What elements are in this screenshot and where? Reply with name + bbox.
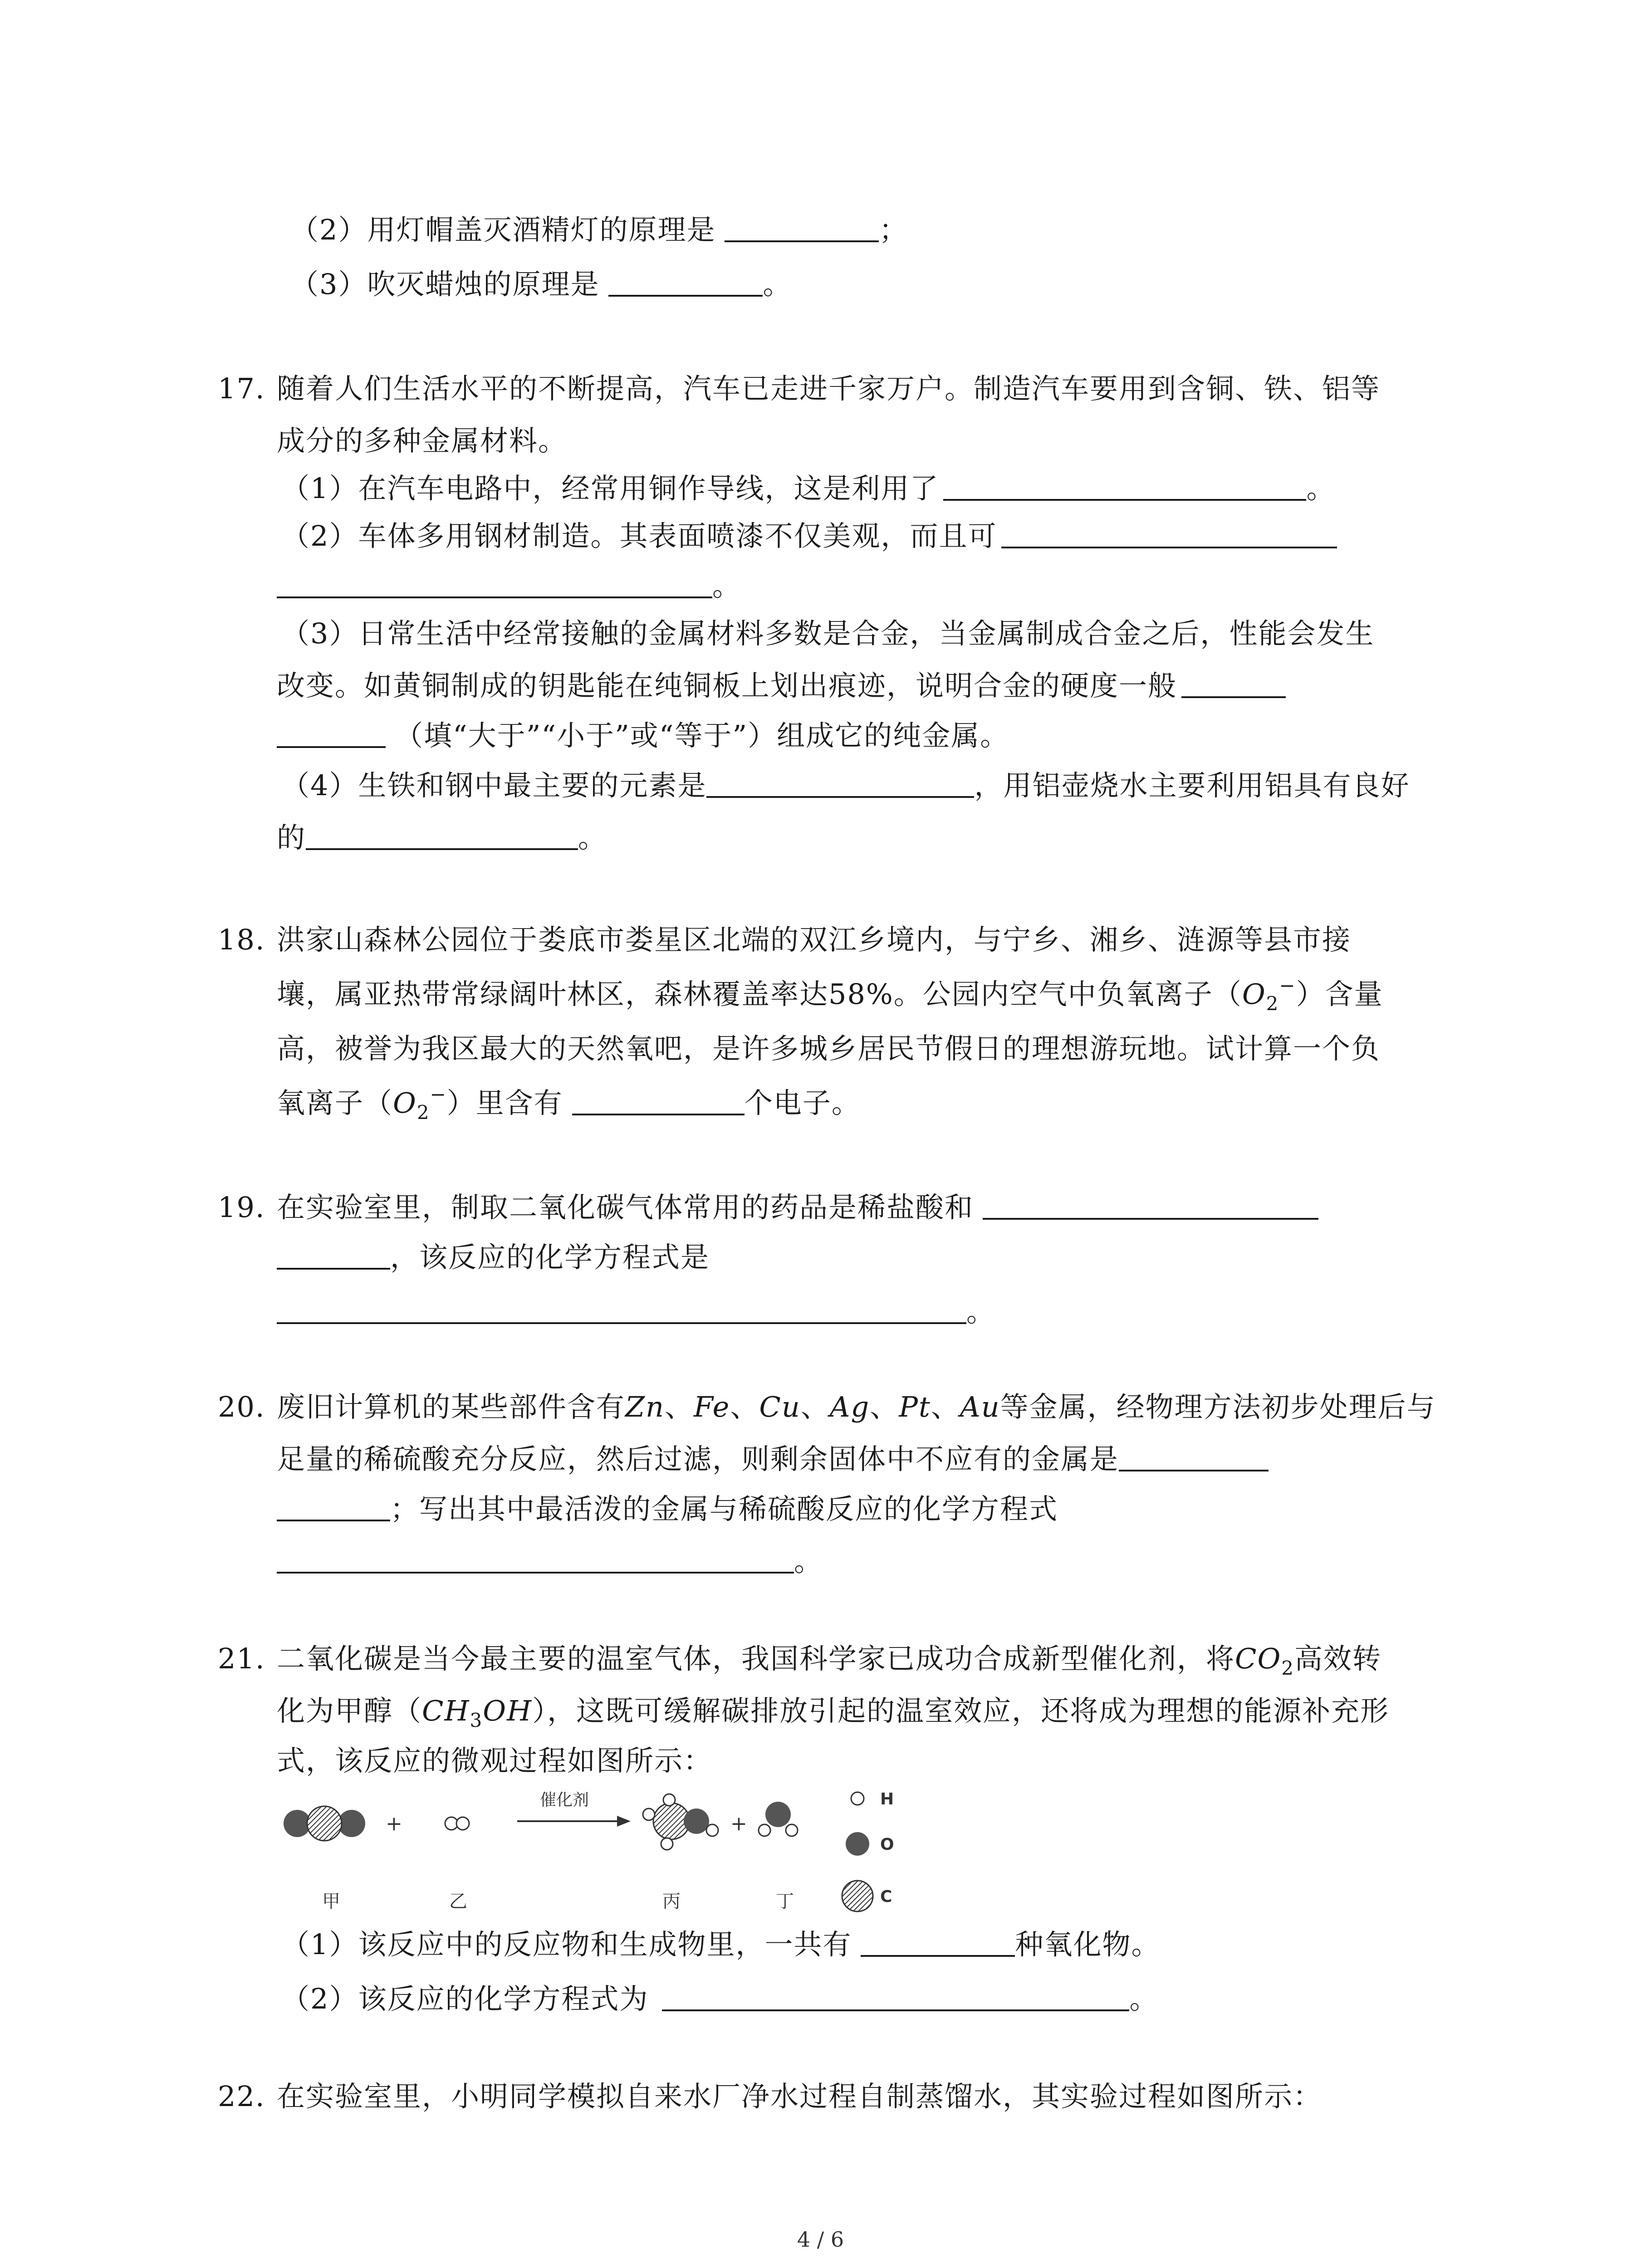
q20-number: 20. — [218, 1390, 265, 1423]
q17-sub2-blank-b[interactable] — [277, 568, 712, 598]
q17-sub2-end: 。 — [712, 569, 742, 602]
q19-number: 19. — [218, 1191, 265, 1224]
q21-text1a: 二氧化碳是当今最主要的温室气体，我国科学家已成功合成新型催化剂，将 — [277, 1642, 1235, 1675]
q21-text1b: 高效转 — [1294, 1642, 1382, 1675]
label-jia: 甲 — [322, 1891, 340, 1912]
q19-blank-a[interactable] — [983, 1190, 1318, 1220]
q21-sub1-text: （1）该反应中的反应物和生成物里，一共有 — [281, 1928, 852, 1961]
q18-ion-o-2: O — [393, 1086, 417, 1119]
q20-blank-a[interactable] — [1119, 1442, 1269, 1471]
q17-sub3-a: （3）日常生活中经常接触的金属材料多数是合金，当金属制成合金之后，性能会发生 — [281, 617, 1375, 650]
q21-co2: CO — [1235, 1642, 1282, 1675]
q19-blank-c[interactable] — [277, 1294, 966, 1324]
q16-sub3-end: 。 — [763, 268, 792, 301]
q21-sub1-blank[interactable] — [861, 1927, 1015, 1957]
q20-metal-cu: Cu — [759, 1390, 801, 1423]
q20-line2 — [277, 1440, 1269, 1478]
q18-ion-sub-2: 2 — [416, 1101, 430, 1124]
legend-o-label: O — [880, 1835, 894, 1854]
legend-o-icon — [846, 1832, 869, 1856]
reaction-diagram-svg — [272, 1778, 953, 1923]
q20-line4 — [277, 1542, 823, 1580]
h-atom-icon — [661, 1838, 673, 1850]
q18-blank[interactable] — [572, 1085, 745, 1115]
q22-number: 22. — [218, 2080, 265, 2113]
c-atom-icon — [307, 1806, 342, 1841]
legend-h-label: H — [880, 1790, 894, 1809]
q20-line1 — [218, 1388, 1436, 1426]
h-atom-icon — [456, 1817, 469, 1830]
q17-number: 17. — [218, 372, 265, 405]
label-ding: 丁 — [776, 1891, 794, 1912]
q18-text2b: ）含量 — [1296, 978, 1383, 1011]
q16-sub2-end: ； — [879, 213, 908, 246]
q22-line1 — [218, 2077, 1322, 2116]
q17-sub3-blank-a[interactable] — [1181, 668, 1286, 698]
q20-sep: 、 — [931, 1390, 960, 1423]
q21-line1 — [218, 1640, 1381, 1678]
q17-sub2-cont — [277, 567, 741, 605]
q20-text2: 足量的稀硫酸充分反应，然后过滤，则剩余固体中不应有的金属是 — [277, 1442, 1119, 1476]
q17-stem2: 成分的多种金属材料。 — [277, 424, 568, 457]
q20-text1b: 等金属，经物理方法初步处理后与 — [1000, 1390, 1436, 1423]
q16-sub2 — [290, 211, 908, 249]
q17-sub3-c: （填“大于”“小于”或“等于”）组成它的纯金属。 — [395, 719, 1009, 752]
q18-line3 — [277, 1030, 1380, 1068]
h-atom-icon — [786, 1824, 798, 1836]
q21-meoh-sub: 3 — [470, 1709, 483, 1731]
q18-line4 — [277, 1084, 861, 1122]
q17-sub4-a: （4）生铁和钢中最主要的元素是 — [281, 769, 707, 802]
molecule-bing — [643, 1794, 718, 1850]
q21-sub2-end: 。 — [1129, 1982, 1159, 2015]
q19-line3 — [277, 1293, 995, 1331]
q17-sub4-blank-a[interactable] — [706, 768, 974, 798]
q16-sub3-blank[interactable] — [608, 267, 763, 297]
q17-sub1-end: 。 — [1306, 472, 1336, 505]
catalyst-label: 催化剂 — [540, 1791, 589, 1809]
q20-metal-fe: Fe — [694, 1390, 730, 1423]
q18-text1: 洪家山森林公园位于娄底市娄星区北端的双江乡境内，与宁乡、湘乡、涟源等县市接 — [277, 923, 1352, 956]
q21-line2 — [277, 1692, 1389, 1730]
q21-sub2-text: （2）该反应的化学方程式为 — [281, 1982, 649, 2015]
q21-meoh-a: CH — [422, 1694, 470, 1727]
q19-line2 — [277, 1238, 710, 1276]
q17-sub4-end: 。 — [578, 821, 607, 854]
q21-text3: 式，该反应的微观过程如图所示： — [277, 1744, 713, 1777]
q20-sep: 、 — [800, 1390, 830, 1423]
q17-stem-line2 — [277, 422, 567, 460]
q20-metal-zn: Zn — [625, 1390, 665, 1423]
o-atom-icon — [684, 1809, 709, 1834]
q16-sub3 — [290, 265, 792, 303]
q20-blank-c[interactable] — [277, 1544, 794, 1574]
h-atom-icon — [706, 1824, 718, 1836]
q22-text1: 在实验室里，小明同学模拟自来水厂净水过程自制蒸馏水，其实验过程如图所示： — [277, 2080, 1323, 2113]
q19-text2: ，该反应的化学方程式是 — [390, 1241, 710, 1274]
q20-text1a: 废旧计算机的某些部件含有 — [277, 1390, 626, 1423]
q20-metal-pt: Pt — [899, 1390, 931, 1423]
q21-line3 — [277, 1742, 712, 1780]
q21-sub1 — [281, 1926, 1160, 1964]
q18-text4a: 氧离子（ — [277, 1086, 393, 1119]
molecule-jia — [284, 1806, 365, 1841]
q17-sub2-blank-a[interactable] — [1001, 518, 1337, 548]
q18-ion-sup-2: − — [430, 1083, 447, 1105]
q17-sub3-b: 改变。如黄铜制成的钥匙能在纯铜板上划出痕迹，说明合金的硬度一般 — [277, 669, 1177, 702]
molecule-ding — [759, 1802, 798, 1836]
q17-sub2-text: （2）车体多用钢材制造。其表面喷漆不仅美观，而且可 — [281, 519, 997, 552]
q17-sub1 — [281, 469, 1335, 508]
h-atom-icon — [759, 1824, 770, 1836]
atom-legend — [842, 1790, 894, 1911]
label-yi: 乙 — [449, 1891, 467, 1912]
h-atom-icon — [643, 1809, 655, 1820]
q18-text4b: ）里含有 — [446, 1086, 563, 1119]
legend-c-icon — [842, 1881, 873, 1911]
q17-sub4-c: 的 — [277, 821, 306, 854]
q17-sub3-blank-b[interactable] — [277, 718, 386, 748]
q17-sub4-b: ，用铝壶烧水主要利用铝具有良好 — [974, 769, 1410, 802]
q20-end: 。 — [794, 1545, 823, 1578]
q21-co2-sub: 2 — [1281, 1657, 1295, 1679]
h-atom-icon — [663, 1794, 675, 1806]
q21-text2b: ），这既可缓解碳排放引起的温室效应，还将成为理想的能源补充形 — [532, 1694, 1390, 1727]
q21-number: 21. — [218, 1642, 265, 1675]
q21-text2a: 化为甲醇（ — [277, 1694, 422, 1727]
q20-metal-au: Au — [960, 1390, 1000, 1423]
q18-ion-sup: − — [1279, 974, 1296, 997]
q20-sep: 、 — [730, 1390, 759, 1423]
q21-sub2 — [281, 1980, 1158, 2018]
q17-stem-line1 — [218, 370, 1380, 408]
q17-sub3-line2 — [277, 667, 1286, 705]
label-bing: 丙 — [662, 1891, 681, 1912]
q20-blank-b[interactable] — [277, 1491, 390, 1521]
q17-sub1-text: （1）在汽车电路中，经常用铜作导线，这是利用了 — [281, 472, 939, 505]
q21-sub1-end: 种氧化物。 — [1015, 1928, 1161, 1961]
q20-line3 — [277, 1490, 1058, 1528]
q17-sub3-line3 — [277, 717, 1009, 755]
q18-text3: 高，被誉为我区最大的天然氧吧，是许多城乡居民节假日的理想游玩地。试计算一个负 — [277, 1032, 1381, 1065]
q19-end: 。 — [966, 1295, 996, 1328]
q18-number: 18. — [218, 923, 265, 956]
o-atom-icon — [765, 1802, 791, 1827]
reaction-diagram — [272, 1778, 953, 1923]
q17-sub3-line1 — [281, 615, 1374, 653]
q16-sub3-text: （3）吹灭蜡烛的原理是 — [290, 268, 600, 301]
page-number: 4 / 6 — [797, 2227, 844, 2252]
q21-sub2-blank[interactable] — [662, 1981, 1129, 2011]
q20-sep: 、 — [665, 1390, 694, 1423]
molecule-yi — [445, 1817, 469, 1830]
plus-1: + — [386, 1812, 402, 1835]
q17-sub4-line2 — [277, 819, 607, 857]
q19-line1 — [218, 1188, 1318, 1227]
q18-line1 — [218, 921, 1351, 959]
q16-sub2-blank[interactable] — [725, 212, 879, 242]
q18-line2 — [277, 975, 1383, 1013]
q19-text1: 在实验室里，制取二氧化碳气体常用的药品是稀盐酸和 — [277, 1191, 974, 1224]
q17-sub2 — [281, 517, 1337, 555]
q16-sub2-text: （2）用灯帽盖灭酒精灯的原理是 — [290, 213, 716, 246]
q18-text4c: 个电子。 — [744, 1086, 861, 1119]
legend-c-label: C — [880, 1887, 892, 1906]
q20-sep: 、 — [870, 1390, 899, 1423]
legend-h-icon — [851, 1792, 864, 1805]
q17-sub4-blank-b[interactable] — [306, 820, 578, 850]
q17-sub1-blank[interactable] — [943, 471, 1306, 501]
arrow-head-icon — [617, 1816, 631, 1827]
q20-metal-ag: Ag — [829, 1390, 870, 1423]
q17-stem1: 随着人们生活水平的不断提高，汽车已走进千家万户。制造汽车要用到含铜、铁、铝等 — [277, 372, 1381, 405]
q21-meoh-b: OH — [483, 1694, 533, 1727]
q17-sub4-line1 — [281, 767, 1410, 805]
q18-text2a: 壤，属亚热带常绿阔叶林区，森林覆盖率达58%。公园内空气中负氧离子（ — [277, 978, 1242, 1011]
q19-blank-b[interactable] — [277, 1240, 390, 1270]
q20-text3: ；写出其中最活泼的金属与稀硫酸反应的化学方程式 — [390, 1492, 1058, 1525]
plus-2: + — [730, 1812, 747, 1835]
q18-ion-sub: 2 — [1266, 992, 1279, 1015]
q18-ion-o: O — [1242, 978, 1266, 1011]
